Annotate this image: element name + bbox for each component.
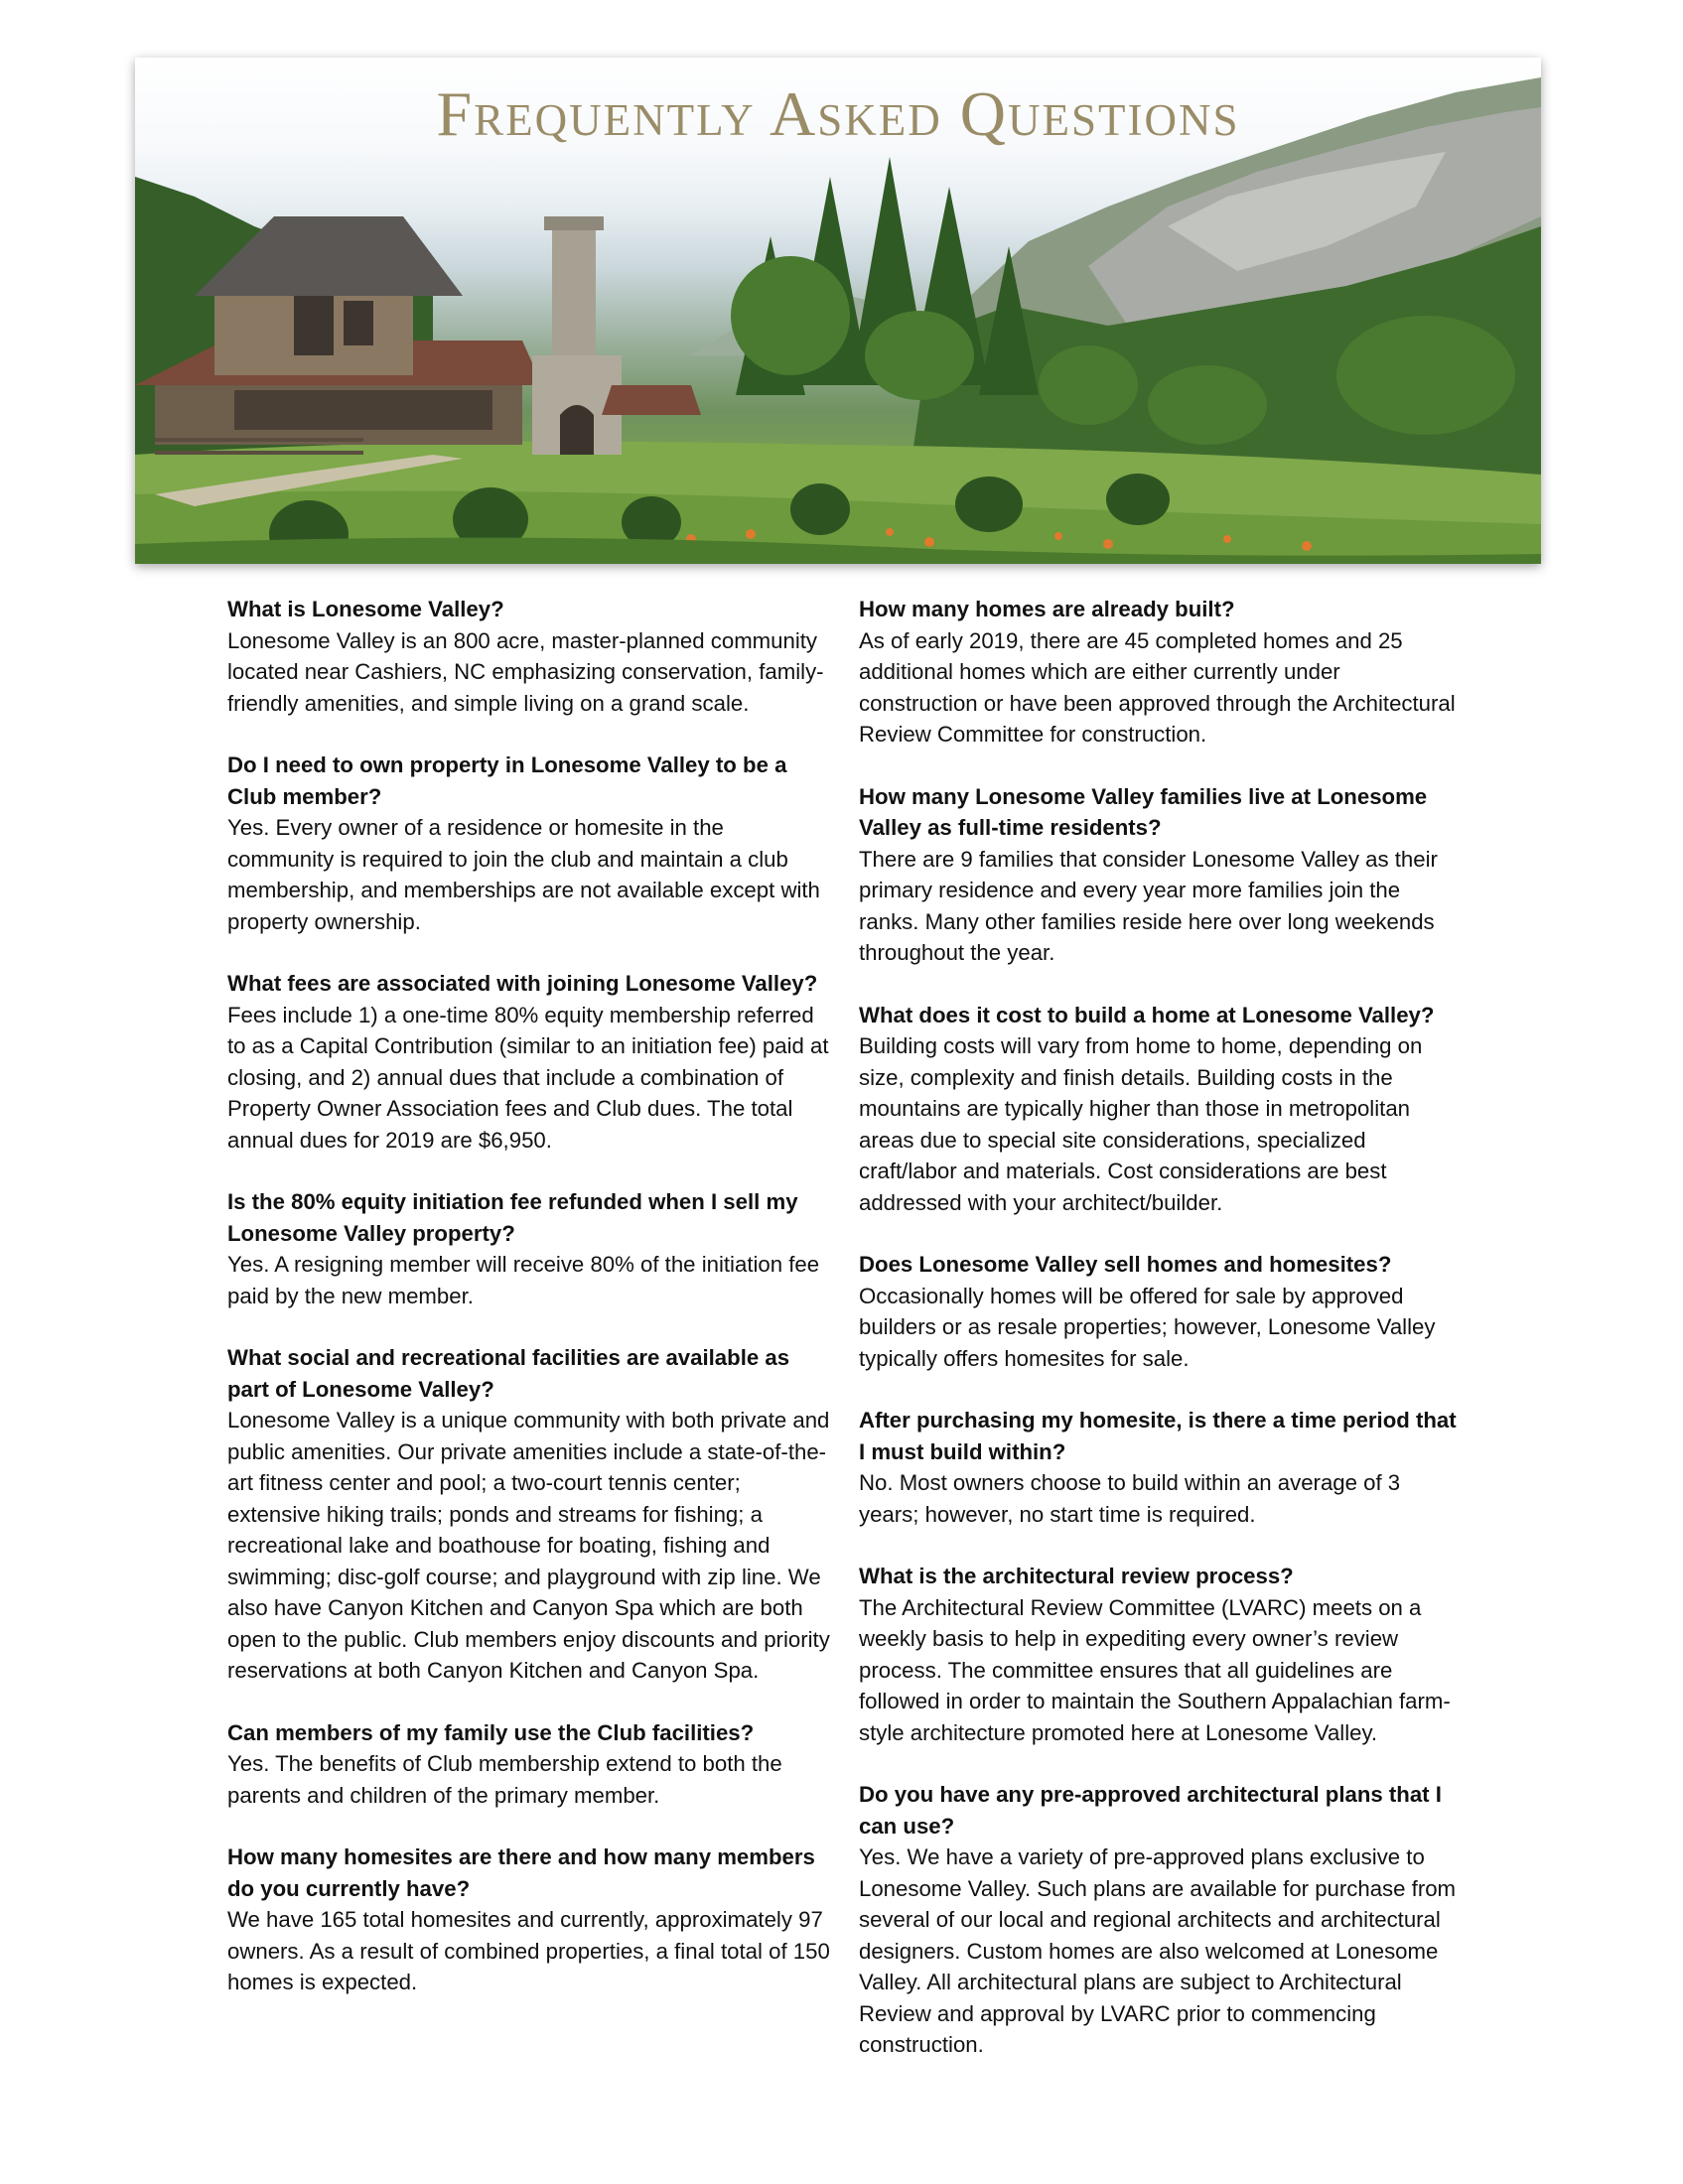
faq-answer: Lonesome Valley is a unique community with both private and public amenities. Our private amenities include a state-of-the-art fitness center and pool; a two-court tennis center; extensive hiking trails; ponds and streams for fishing; a recreational lake and boathouse for boating, fishing and swimming; disc-golf course; and playground with zip line. We also have Canyon Kitchen and Canyon Spa which are both open to the public. Club members enjoy discounts and priority reservations at both Canyon Kitchen and Canyon Spa. — [227, 1408, 830, 1683]
faq-question: What does it cost to build a home at Lonesome Valley? — [859, 1002, 1435, 1027]
faq-column-right — [859, 594, 1465, 2092]
faq-question: What is Lonesome Valley? — [227, 597, 504, 621]
faq-answer: There are 9 families that consider Lonesome Valley as their primary residence and every year more families join the ranks. Many other families reside here over long weekends throughout the year. — [859, 846, 1438, 965]
faq-question: Can members of my family use the Club facilities? — [227, 1719, 755, 1745]
faq-item — [859, 1000, 1465, 1219]
faq-question: What is the architectural review process? — [859, 1564, 1294, 1588]
faq-question: What fees are associated with joining Lonesome Valley? — [227, 971, 818, 996]
faq-question: Do I need to own property in Lonesome Valley to be a Club member? — [227, 752, 787, 809]
faq-answer: As of early 2019, there are 45 completed homes and 25 additional homes which are either currently under construction or have been approved through the Architectural Review Committee for construction. — [859, 627, 1456, 747]
faq-item — [227, 750, 833, 937]
faq-item — [859, 594, 1465, 751]
faq-question: Is the 80% equity initiation fee refunded when I sell my Lonesome Valley property? — [227, 1189, 798, 1246]
faq-question: How many homesites are there and how many members do you currently have? — [227, 1844, 815, 1901]
faq-question: How many homes are already built? — [859, 597, 1235, 621]
faq-answer: Building costs will vary from home to home, depending on size, complexity and finish details. Building costs in the mountains are typically higher than those in metropolitan areas due to special site considerations, specialized craft/labor and materials. Cost considerations are best addressed with your architect/builder. — [859, 1033, 1423, 1215]
faq-item — [227, 594, 833, 719]
faq-item — [859, 1249, 1465, 1374]
faq-answer: Yes. The benefits of Club membership extend to both the parents and children of the primary member. — [227, 1751, 782, 1808]
faq-question: Do you have any pre-approved architectural plans that I can use? — [859, 1782, 1442, 1839]
faq-column-left — [227, 594, 833, 2029]
faq-answer: Lonesome Valley is an 800 acre, master-planned community located near Cashiers, NC emphasizing conservation, family-friendly amenities, and simple living on a grand scale. — [227, 627, 824, 716]
faq-item — [227, 1717, 833, 1812]
faq-item — [227, 1842, 833, 1998]
faq-item — [227, 1342, 833, 1687]
header-banner-photo — [135, 58, 1541, 564]
page-title: Frequently Asked Questions — [436, 78, 1240, 149]
faq-answer: Yes. A resigning member will receive 80% of the initiation fee paid by the new member. — [227, 1252, 820, 1308]
faq-question: How many Lonesome Valley families live at Lonesome Valley as full-time residents? — [859, 783, 1428, 840]
faq-answer: We have 165 total homesites and currently, approximately 97 owners. As a result of combined properties, a final total of 150 homes is expected. — [227, 1907, 830, 1994]
faq-item — [227, 968, 833, 1156]
faq-answer: No. Most owners choose to build within an average of 3 years; however, no start time is required. — [859, 1470, 1401, 1527]
faq-answer: Yes. Every owner of a residence or homesite in the community is required to join the club and maintain a club membership, and memberships are not available except with property ownership. — [227, 815, 820, 934]
faq-answer: The Architectural Review Committee (LVARC) meets on a weekly basis to help in expediting every owner’s review process. The committee ensures that all guidelines are followed in order to maintain the Southern Appalachian farm-style architecture promoted here at Lonesome Valley. — [859, 1594, 1451, 1745]
faq-answer: Occasionally homes will be offered for sale by approved builders or as resale properties; however, Lonesome Valley typically offers homesites for sale. — [859, 1283, 1436, 1371]
faq-question: After purchasing my homesite, is there a time period that I must build within? — [859, 1408, 1457, 1464]
faq-item — [859, 1779, 1465, 2061]
faq-item — [859, 781, 1465, 969]
faq-item — [859, 1561, 1465, 1748]
faq-question: What social and recreational facilities are available as part of Lonesome Valley? — [227, 1345, 790, 1402]
faq-item — [227, 1186, 833, 1311]
faq-question: Does Lonesome Valley sell homes and homesites? — [859, 1252, 1392, 1277]
faq-answer: Fees include 1) a one-time 80% equity membership referred to as a Capital Contribution (similar to an initiation fee) paid at closing, and 2) annual dues that include a combination of Property Owner Association fees and Club dues. The total annual dues for 2019 are $6,950. — [227, 1002, 829, 1153]
faq-item — [859, 1405, 1465, 1530]
faq-answer: Yes. We have a variety of pre-approved plans exclusive to Lonesome Valley. Such plans are available for purchase from several of our local and regional architects and architectural designers. Custom homes are also welcomed at Lonesome Valley. All architectural plans are subject to Architectural Review and approval by LVARC prior to commencing construction. — [859, 1844, 1457, 2057]
